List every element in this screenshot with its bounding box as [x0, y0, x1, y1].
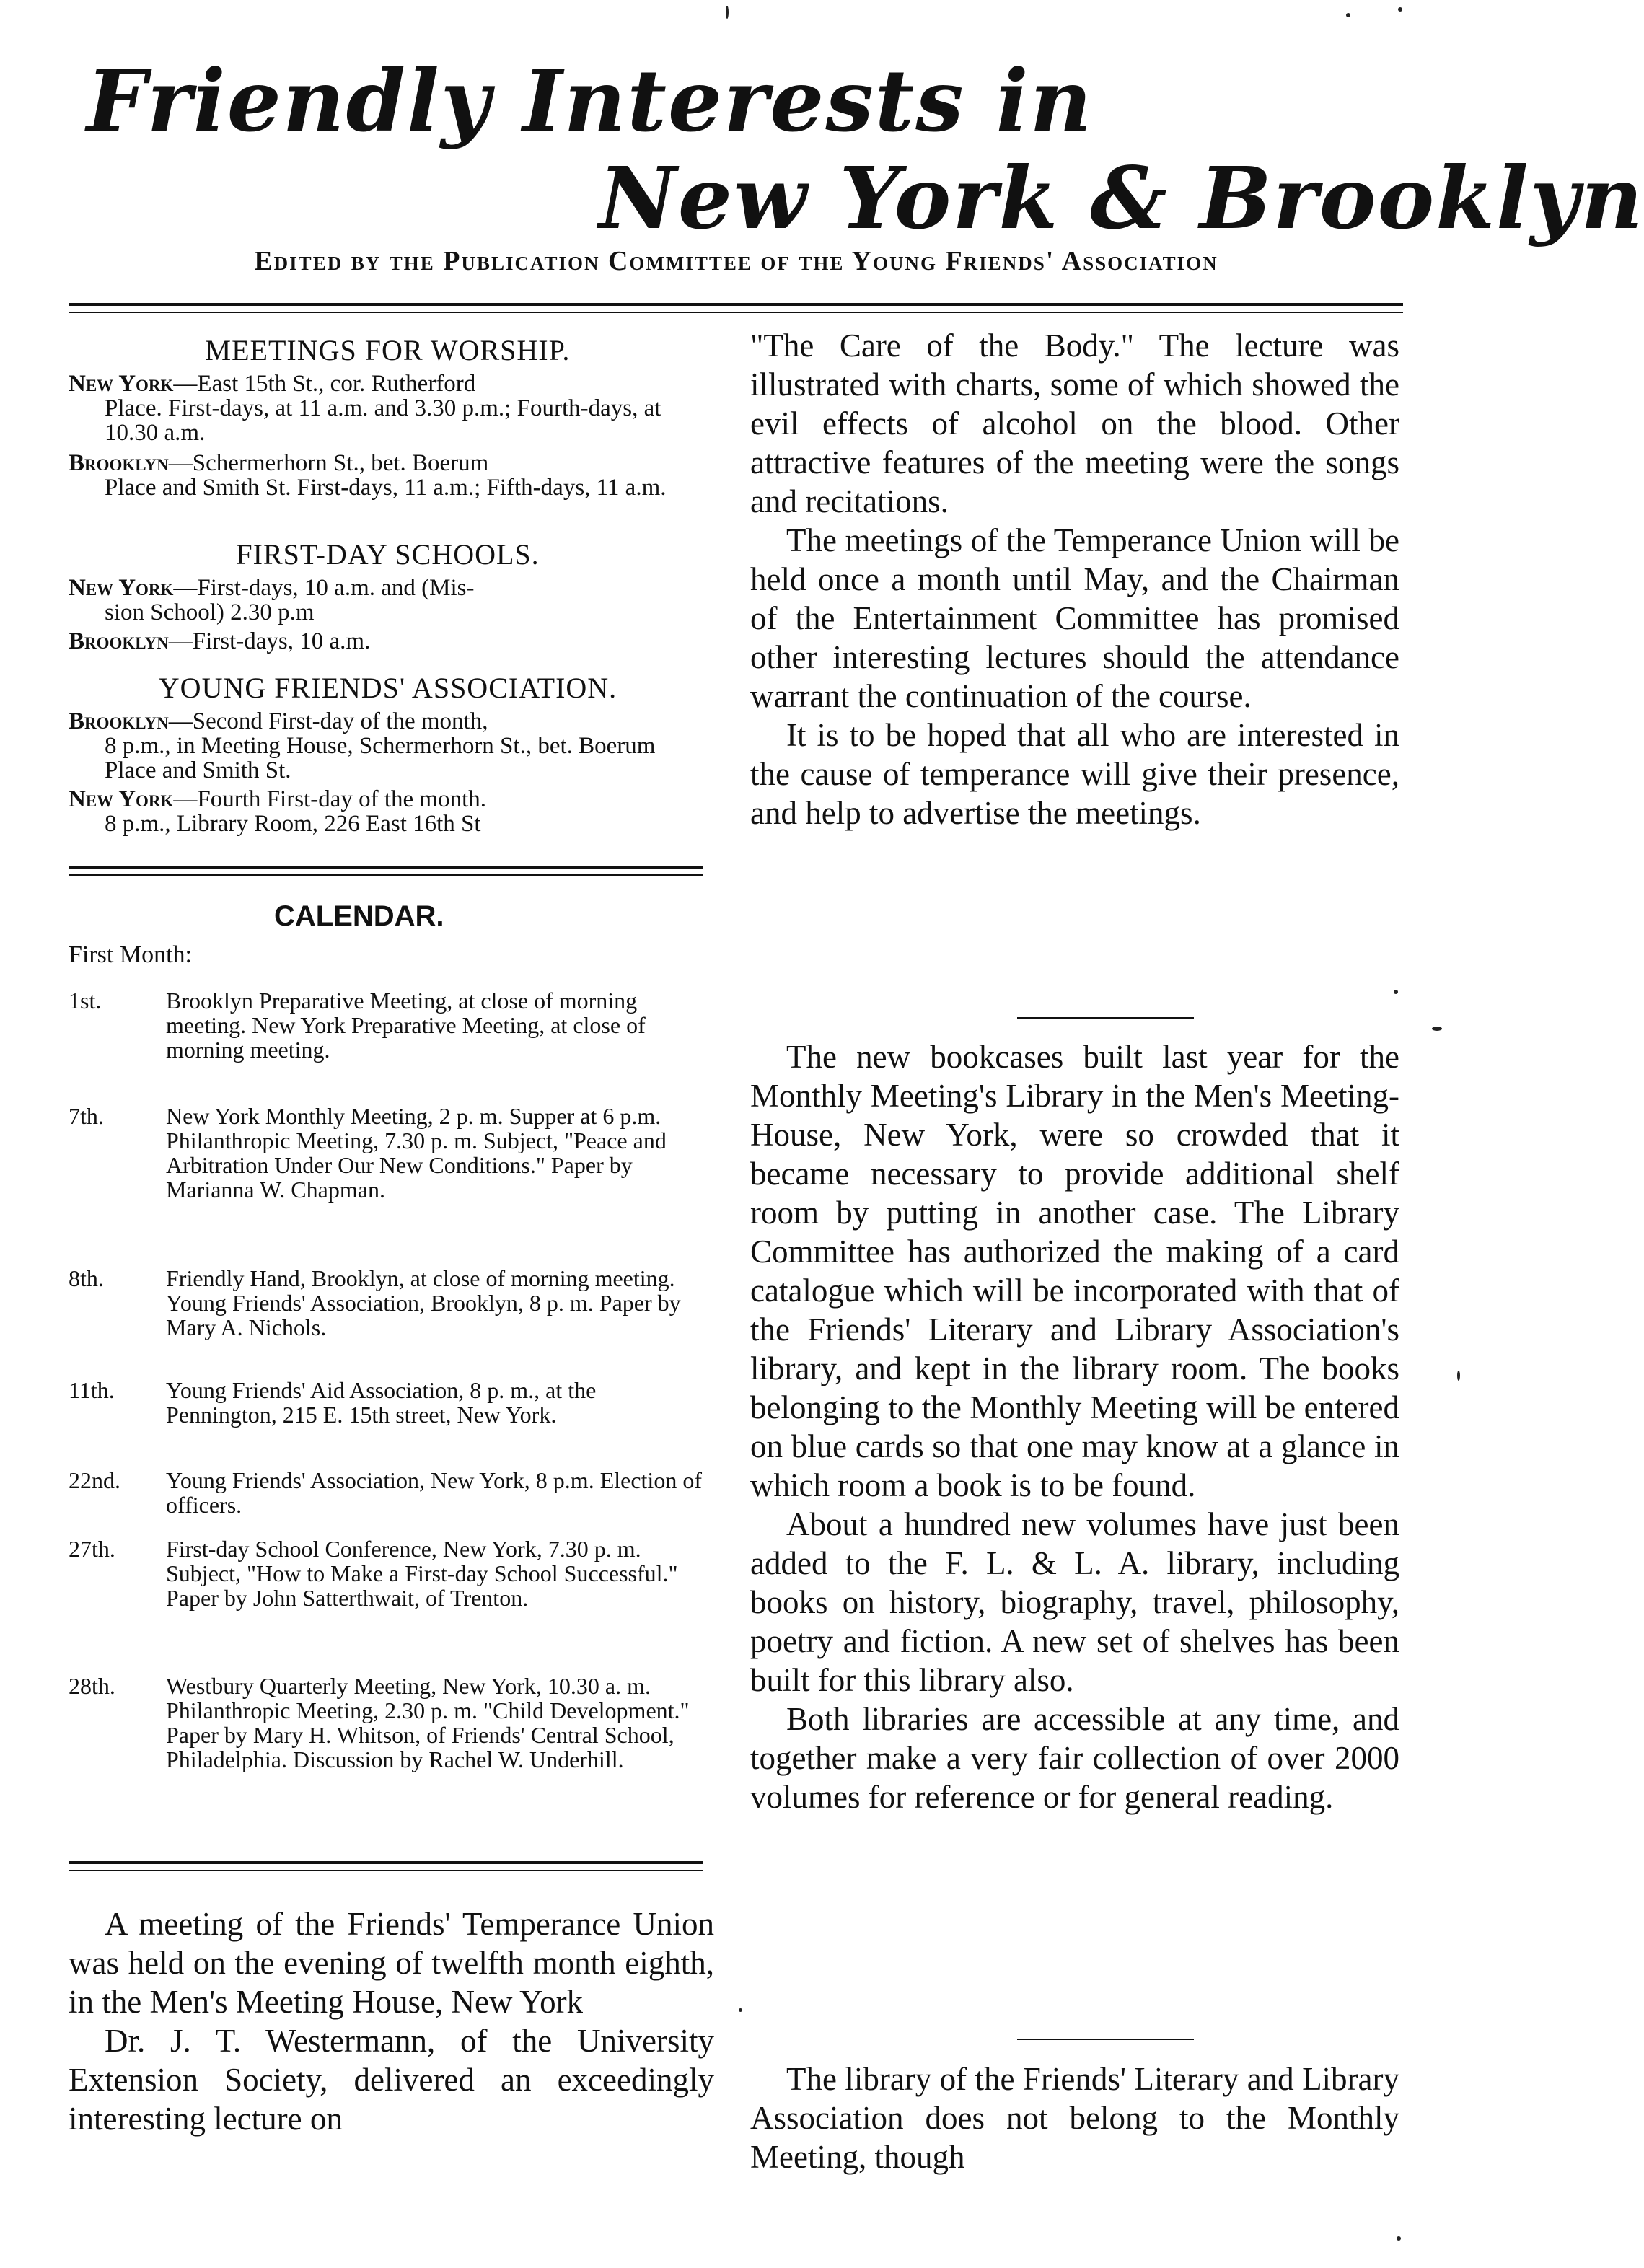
- entry-continuation: Place and Smith St. First-days, 11 a.m.; Fifth-days, 11 a.m.: [105, 475, 667, 501]
- article-paragraph: Both libraries are accessible at any time, and together make a very fair collection of over 2000 volumes for reference or for general reading.: [750, 1701, 1399, 1815]
- calendar-item: [69, 1674, 711, 1818]
- article-separator: [1017, 2039, 1194, 2040]
- city-name: Brooklyn: [69, 628, 169, 654]
- directory-entry: [69, 576, 707, 625]
- calendar-text: First-day School Conference, New York, 7.30 p. m. Subject, "How to Make a First-day School Successful." Paper by John Satterthwait, of Trenton.: [166, 1536, 678, 1611]
- entry-continuation: sion School) 2.30 p.m: [105, 599, 315, 625]
- section-rule: [69, 866, 703, 869]
- young-friends-section: [69, 671, 707, 836]
- calendar-text: Young Friends' Aid Association, 8 p. m., at the Pennington, 215 E. 15th street, New York.: [166, 1377, 597, 1428]
- calendar-heading: CALENDAR.: [274, 900, 444, 932]
- calendar-item: [69, 1104, 711, 1252]
- masthead-title-line2: New York & Brooklyn: [599, 148, 1644, 248]
- masthead-rule-top: [69, 303, 1403, 306]
- calendar-item: [69, 1378, 711, 1454]
- scan-speck: [1397, 2236, 1401, 2241]
- calendar-day: 22nd.: [69, 1467, 120, 1493]
- directory-entry: [69, 372, 707, 445]
- directory-entry: [69, 451, 707, 500]
- entry-text: —Fourth First-day of the month.: [173, 786, 486, 812]
- article-paragraph: About a hundred new volumes have just been added to the F. L. & L. A. library, including books on history, biography, travel, philosophy, poetry and fiction. A new set of shelves has been built for this library also.: [750, 1506, 1399, 1698]
- calendar-text: Brooklyn Preparative Meeting, at close of morning meeting. New York Preparative Meeting, at close of morning meeting.: [166, 988, 646, 1063]
- entry-text: —Second First-day of the month,: [168, 708, 488, 734]
- calendar-day: 1st.: [69, 988, 102, 1014]
- calendar-text: Westbury Quarterly Meeting, New York, 10.30 a. m. Philanthropic Meeting, 2.30 p. m. "Child Development." Paper by Mary H. Whitson, of Friends' Central School, Philadelphia. Discussion by Rachel W. Underhill.: [166, 1673, 690, 1772]
- scan-speck: [1394, 990, 1398, 994]
- scan-speck: [1398, 7, 1402, 12]
- entry-text: —East 15th St., cor. Rutherford: [173, 371, 476, 397]
- article-paragraph: The meetings of the Temperance Union will be held once a month until May, and the Chairman of the Entertainment Committee has promised other interesting lectures should the attendance warrant the continuation of the course.: [750, 522, 1399, 714]
- calendar-day: 28th.: [69, 1673, 115, 1699]
- article-paragraph: It is to be hoped that all who are interested in the cause of temperance will give their presence, and help to advertise the meetings.: [750, 717, 1399, 831]
- temperance-article-start: [69, 1904, 714, 2138]
- scan-speck: [1457, 1371, 1460, 1381]
- calendar-day: 11th.: [69, 1377, 115, 1403]
- section-title: FIRST-DAY SCHOOLS.: [236, 538, 540, 571]
- section-rule: [69, 1861, 703, 1864]
- entry-continuation: 8 p.m., Library Room, 226 East 16th St: [105, 811, 481, 837]
- calendar-day: 8th.: [69, 1265, 104, 1291]
- section-title: YOUNG FRIENDS' ASSOCIATION.: [158, 672, 617, 704]
- entry-text: —First-days, 10 a.m. and (Mis-: [173, 575, 475, 601]
- city-name: Brooklyn: [69, 708, 169, 734]
- directory-entry: [69, 629, 707, 654]
- scan-speck: [1432, 1027, 1442, 1031]
- section-rule: [69, 874, 703, 876]
- city-name: New York: [69, 786, 174, 812]
- library-article-2: [750, 2060, 1399, 2176]
- calendar-item: [69, 988, 711, 1089]
- calendar-text: New York Monthly Meeting, 2 p. m. Supper at 6 p.m. Philanthropic Meeting, 7.30 p. m. Subject, "Peace and Arbitration Under Our New Conditions." Paper by Marianna W. Chapman.: [166, 1103, 667, 1203]
- city-name: New York: [69, 371, 174, 397]
- library-article: [750, 1037, 1399, 1816]
- temperance-article-continued: [750, 326, 1399, 832]
- calendar-item: [69, 1537, 711, 1659]
- scan-speck: [1346, 13, 1350, 17]
- entry-continuation: 8 p.m., in Meeting House, Schermerhorn St., bet. Boerum Place and Smith St.: [105, 733, 656, 783]
- calendar-day: 27th.: [69, 1536, 115, 1562]
- calendar-item: [69, 1266, 711, 1363]
- first-day-schools-section: [69, 537, 707, 654]
- city-name: New York: [69, 575, 174, 601]
- entry-continuation: Place. First-days, at 11 a.m. and 3.30 p.m.; Fourth-days, at 10.30 a.m.: [105, 395, 661, 446]
- article-paragraph: A meeting of the Friends' Temperance Union was held on the evening of twelfth month eighth, in the Men's Meeting House, New York: [69, 1906, 714, 2020]
- entry-text: —Schermerhorn St., bet. Boerum: [168, 450, 489, 476]
- meetings-for-worship-section: [69, 333, 707, 500]
- calendar-day: 7th.: [69, 1103, 104, 1129]
- article-paragraph: "The Care of the Body." The lecture was illustrated with charts, some of which showed the evil effects of alcohol on the blood. Other attractive features of the meeting were the songs and recitations.: [750, 328, 1399, 519]
- directory-entry: [69, 787, 707, 836]
- section-rule: [69, 1870, 703, 1871]
- article-paragraph: The library of the Friends' Literary and Library Association does not belong to the Monthly Meeting, though: [750, 2061, 1399, 2175]
- article-separator: [1017, 1017, 1194, 1019]
- section-title: MEETINGS FOR WORSHIP.: [205, 334, 571, 366]
- scan-speck: [726, 6, 729, 19]
- calendar-item: [69, 1468, 711, 1518]
- article-paragraph: Dr. J. T. Westermann, of the University Extension Society, delivered an exceedingly interesting lecture on: [69, 2023, 714, 2137]
- scan-speck: [739, 2008, 742, 2012]
- article-paragraph: The new bookcases built last year for the Monthly Meeting's Library in the Men's Meeting-House, New York, were so crowded that it became necessary to provide additional shelf room by putting in another case. The Library Committee has authorized the making of a card catalogue which will be incorporated with that of the Friends' Literary and Library Association's library, and kept in the library room. The books belonging to the Monthly Meeting will be entered on blue cards so that one may know at a glance in which room a book is to be found.: [750, 1039, 1399, 1503]
- editor-line: Edited by the Publication Committee of the Young Friends' Association: [254, 246, 1218, 276]
- calendar-month: First Month:: [69, 941, 192, 968]
- city-name: Brooklyn: [69, 450, 169, 476]
- calendar-text: Friendly Hand, Brooklyn, at close of morning meeting. Young Friends' Association, Brooklyn, 8 p. m. Paper by Mary A. Nichols.: [166, 1265, 681, 1340]
- calendar-text: Young Friends' Association, New York, 8 p.m. Election of officers.: [166, 1467, 702, 1518]
- directory-entry: [69, 709, 707, 783]
- masthead-title-line1: Friendly Interests in: [87, 50, 1094, 151]
- entry-text: —First-days, 10 a.m.: [168, 628, 371, 654]
- masthead-rule-bottom: [69, 312, 1403, 313]
